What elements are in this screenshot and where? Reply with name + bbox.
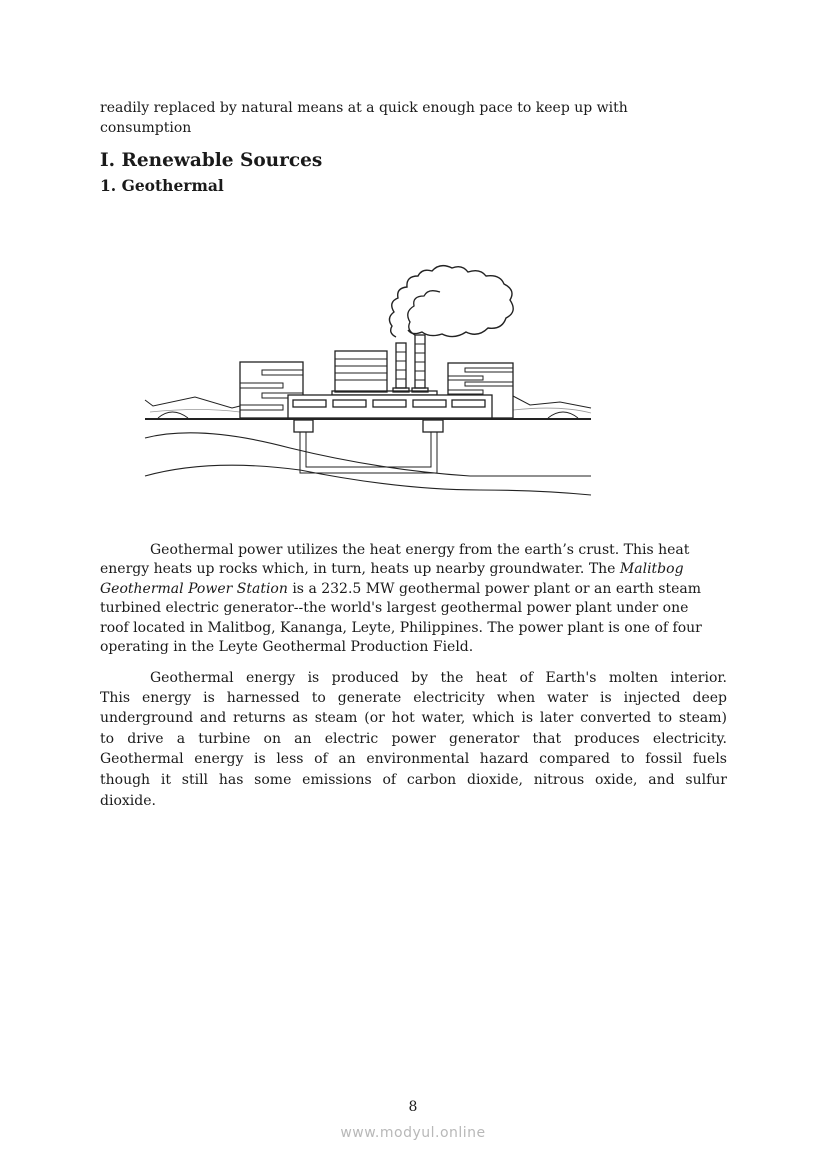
page-number: 8 [408,1099,418,1115]
paragraph2-line: to drive a turbine on an electric power generator that produces electricity. [100,731,727,747]
watermark: www.modyul.online [340,1125,486,1141]
paragraph1-line: Geothermal power utilizes the heat energy from the earth’s crust. This heat [150,542,690,558]
italic-text: Geothermal Power Station [100,581,288,597]
paragraph2-line: underground and returns as steam (or hot water, which is later converted to steam) [100,710,727,726]
geothermal-power-plant-illustration [0,0,826,520]
paragraph1-line [100,580,727,599]
paragraph2-line: though it still has some emissions of carbon dioxide, nitrous oxide, and sulfur [100,772,727,788]
paragraph1-line: roof located in Malitbog, Kananga, Leyte, Philippines. The power plant is one of four [100,620,702,636]
paragraph2-line: dioxide. [100,793,156,809]
paragraph1-line [100,560,727,579]
text: is a 232.5 MW geothermal power plant or an earth steam [287,581,701,597]
paragraph2-line: This energy is harnessed to generate electricity when water is injected deep [100,690,727,706]
paragraph1-line: turbined electric generator--the world's largest geothermal power plant under one [100,600,689,616]
paragraph1-line: operating in the Leyte Geothermal Production Field. [100,639,474,655]
text: energy heats up rocks which, in turn, heats up nearby groundwater. The [100,561,620,577]
intro-line: readily replaced by natural means at a quick enough pace to keep up with [100,100,628,116]
section-heading: I. Renewable Sources [100,150,323,171]
italic-text: Malitbog [619,561,684,577]
intro-line: consumption [100,120,192,136]
subsection-heading: 1. Geothermal [100,176,224,195]
paragraph2-line: Geothermal energy is less of an environmental hazard compared to fossil fuels [100,751,727,767]
paragraph2-line: Geothermal energy is produced by the heat of Earth's molten interior. [150,670,727,686]
